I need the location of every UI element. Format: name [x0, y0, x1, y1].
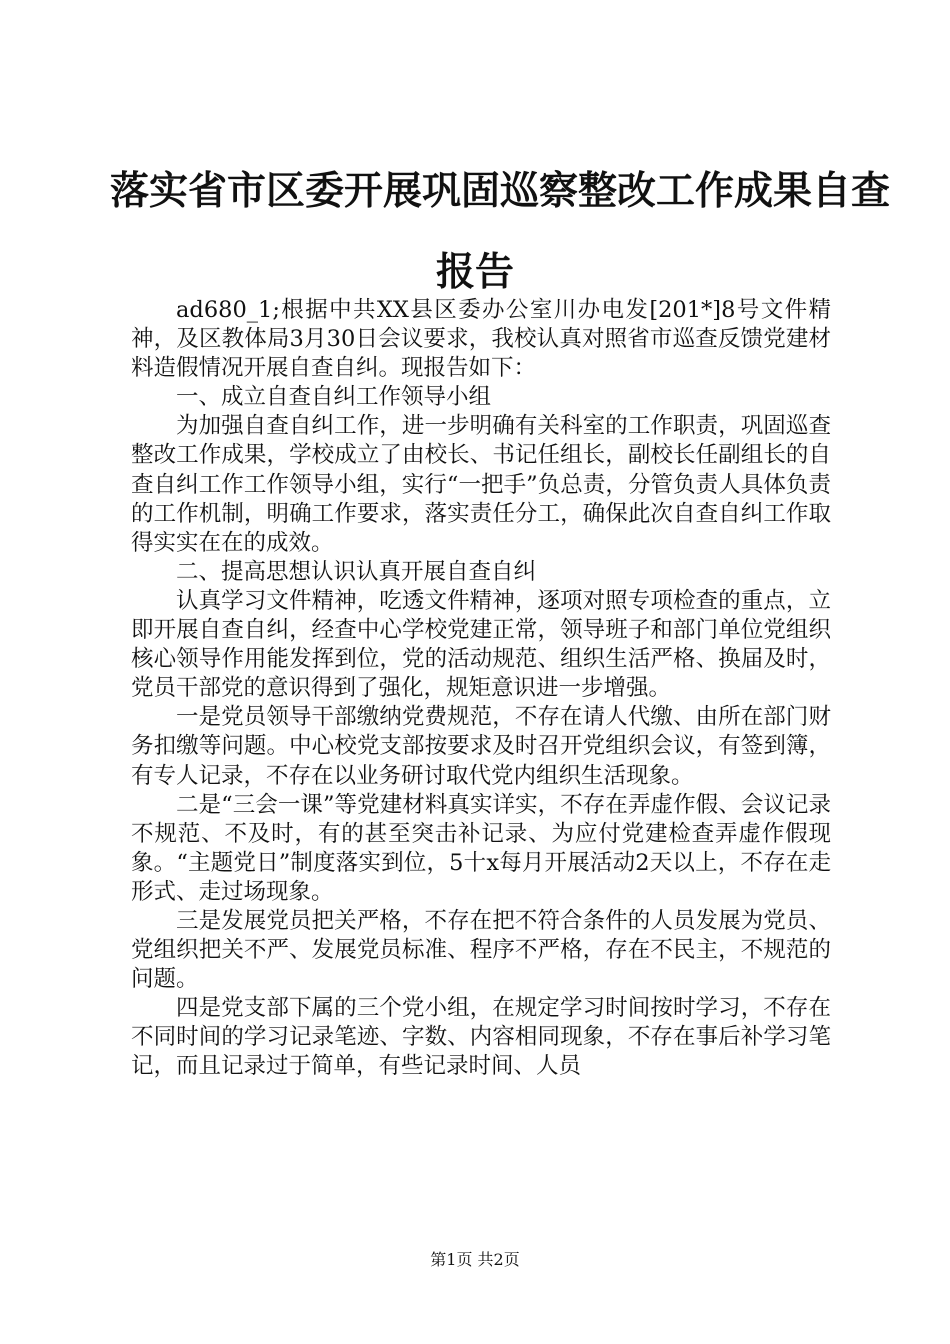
- document-title-line-2: 报告: [435, 249, 514, 295]
- document-body: [131, 296, 831, 1082]
- paragraph-item-1: 一是党员领导干部缴纳党费规范，不存在请人代缴、由所在部门财务扣缴等问题。中心校党支部按要求及时召开党组织会议，有签到簿，有专人记录，不存在以业务研讨取代党内组织生活现象。: [131, 704, 831, 789]
- section-heading-2: 二、提高思想认识认真开展自查自纠: [176, 558, 537, 585]
- page-number-footer: 第1页 共2页: [430, 1250, 520, 1269]
- paragraph-item-3: 三是发展党员把关严格，不存在把不符合条件的人员发展为党员、党组织把关不严、发展党员标准、程序不严格，存在不民主，不规范的问题。: [131, 907, 831, 993]
- document-title-line-1: 落实省市区委开展巩固巡察整改工作成果自查: [110, 168, 891, 214]
- section-heading-1: 一、成立自查自纠工作领导小组: [176, 384, 492, 411]
- paragraph-section-1: 为加强自查自纠工作，进一步明确有关科室的工作职责，巩固巡查整改工作成果，学校成立了由校长、书记任组长，副校长任副组长的自查自纠工作工作领导小组，实行“一把手”负总责，分管负责人具体负责的工作机制，明确工作要求，落实责任分工，确保此次自查自纠工作取得实实在在的成效。: [131, 413, 831, 556]
- paragraph-intro: ad680_1;根据中共XX县区委办公室川办电发[201*]8号文件精神，及区教体局3月30日会议要求，我校认真对照省市巡查反馈党建材料造假情况开展自查自纠。现报告如下：: [131, 297, 831, 382]
- paragraph-section-2: 认真学习文件精神，吃透文件精神，逐项对照专项检查的重点，立即开展自查自纠，经查中心学校党建正常，领导班子和部门单位党组织核心领导作用能发挥到位，党的活动规范、组织生活严格、换届及时，党员干部党的意识得到了强化，规矩意识进一步增强。: [131, 587, 831, 702]
- paragraph-item-4: 四是党支部下属的三个党小组，在规定学习时间按时学习，不存在不同时间的学习记录笔迹、字数、内容相同现象，不存在事后补学习笔记，而且记录过于简单，有些记录时间、人员: [131, 995, 831, 1080]
- paragraph-item-2: 二是“三会一课”等党建材料真实详实，不存在弄虚作假、会议记录不规范、不及时，有的甚至突击补记录、为应付党建检查弄虚作假现象。“主题党日”制度落实到位，5十x每月开展活动2天以上，不存在走形式、走过场现象。: [131, 791, 831, 905]
